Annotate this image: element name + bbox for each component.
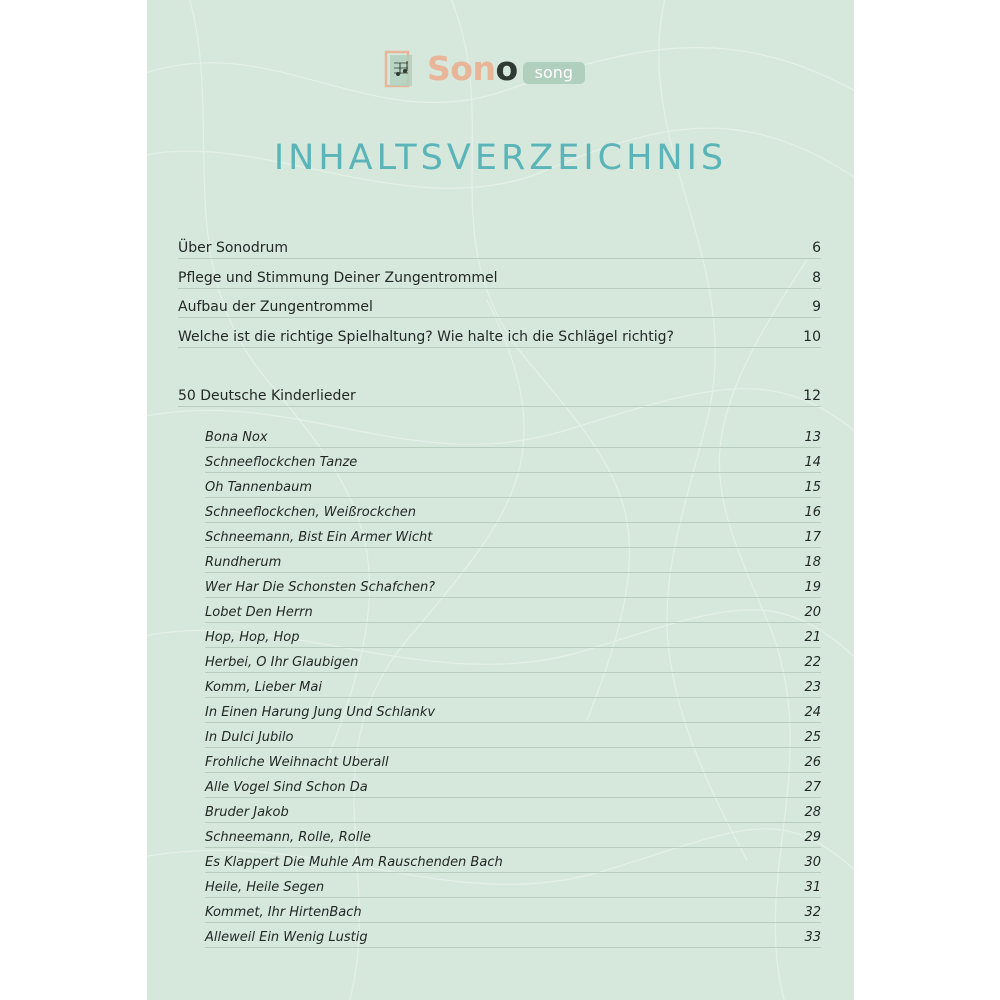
toc-entry-page: 9	[812, 299, 821, 315]
toc-song-page: 17	[804, 530, 821, 545]
toc-song-entry	[205, 504, 821, 523]
toc-song-page: 31	[804, 880, 821, 895]
toc-song-title: Bona Nox	[205, 430, 268, 445]
toc-song-title: Schneemann, Rolle, Rolle	[205, 830, 371, 845]
toc-song-page: 27	[804, 780, 821, 795]
toc-song-title: In Einen Harung Jung Und Schlankv	[205, 705, 436, 720]
toc-song-entry	[205, 879, 821, 898]
toc-song-entry	[205, 429, 821, 448]
toc-song-page: 22	[804, 655, 821, 670]
toc-entry-title: Welche ist die richtige Spielhaltung? Wie halte ich die Schlägel richtig?	[178, 329, 674, 345]
toc-song-title: Schneemann, Bist Ein Armer Wicht	[205, 530, 433, 545]
toc-song-entry	[205, 729, 821, 748]
toc-entry-title: Über Sonodrum	[178, 240, 288, 256]
toc-entry-title: Aufbau der Zungentrommel	[178, 299, 373, 315]
toc-song-entry	[205, 904, 821, 923]
toc-song-title: Frohliche Weihnacht Uberall	[205, 755, 389, 770]
toc-song-title: Rundherum	[205, 555, 282, 570]
logo-badge: song	[523, 62, 585, 84]
toc-section-entry	[178, 387, 821, 407]
toc-entry	[178, 269, 821, 289]
toc-song-entry	[205, 579, 821, 598]
toc-song-page: 14	[804, 455, 821, 470]
toc-song-page: 30	[804, 855, 821, 870]
toc-song-page: 16	[804, 505, 821, 520]
toc-song-entry	[205, 829, 821, 848]
toc-song-entry	[205, 779, 821, 798]
toc-song-title: Alle Vogel Sind Schon Da	[205, 780, 368, 795]
toc-entry-page: 6	[812, 240, 821, 256]
toc-song-page: 15	[804, 480, 821, 495]
toc-song-page: 24	[804, 705, 821, 720]
toc-song-title: Wer Har Die Schonsten Schafchen?	[205, 580, 436, 595]
toc-song-title: Alleweil Ein Wenig Lustig	[205, 930, 368, 945]
music-sheet-icon	[384, 49, 414, 89]
toc-song-entry	[205, 554, 821, 573]
toc-song-entry	[205, 929, 821, 948]
toc-entry-title: Pflege und Stimmung Deiner Zungentrommel	[178, 270, 498, 286]
toc-song-title: Lobet Den Herrn	[205, 605, 313, 620]
toc-song-entry	[205, 654, 821, 673]
toc-entry	[178, 298, 821, 318]
toc-song-page: 29	[804, 830, 821, 845]
toc-section-page: 12	[803, 388, 821, 404]
toc-song-entry	[205, 754, 821, 773]
toc-section-title: 50 Deutsche Kinderlieder	[178, 388, 356, 404]
toc-song-page: 33	[804, 930, 821, 945]
sono-song-logo	[384, 49, 585, 89]
toc-song-entry	[205, 604, 821, 623]
toc-song-title: Kommet, Ihr HirtenBach	[205, 905, 362, 920]
toc-song-title: Herbei, O Ihr Glaubigen	[205, 655, 359, 670]
logo-wordmark: Sono	[427, 49, 518, 88]
toc-song-entry	[205, 479, 821, 498]
toc-song-page: 26	[804, 755, 821, 770]
toc-song-page: 13	[804, 430, 821, 445]
toc-song-page: 28	[804, 805, 821, 820]
book-page	[147, 0, 854, 1000]
toc-song-title: Oh Tannenbaum	[205, 480, 312, 495]
toc-song-entry	[205, 704, 821, 723]
toc-song-page: 21	[804, 630, 821, 645]
toc-song-title: Schneeflockchen, Weißrockchen	[205, 505, 417, 520]
toc-song-title: In Dulci Jubilo	[205, 730, 294, 745]
page-title: INHALTSVERZEICHNIS	[273, 138, 728, 178]
toc-song-entry	[205, 679, 821, 698]
toc-song-entry	[205, 629, 821, 648]
toc-song-page: 23	[804, 680, 821, 695]
toc-song-title: Heile, Heile Segen	[205, 880, 325, 895]
toc-song-entry	[205, 454, 821, 473]
toc-song-title: Bruder Jakob	[205, 805, 289, 820]
toc-song-entry	[205, 804, 821, 823]
toc-song-page: 25	[804, 730, 821, 745]
toc-song-title: Hop, Hop, Hop	[205, 630, 300, 645]
toc-entry-page: 8	[812, 270, 821, 286]
toc-song-title: Komm, Lieber Mai	[205, 680, 322, 695]
toc-song-entry	[205, 529, 821, 548]
toc-song-title: Schneeflockchen Tanze	[205, 455, 358, 470]
toc-song-page: 20	[804, 605, 821, 620]
toc-song-page: 19	[804, 580, 821, 595]
toc-song-page: 18	[804, 555, 821, 570]
toc-entry	[178, 328, 821, 348]
toc-entry-page: 10	[803, 329, 821, 345]
toc-song-page: 32	[804, 905, 821, 920]
toc-entry	[178, 239, 821, 259]
toc-song-entry	[205, 854, 821, 873]
toc-song-title: Es Klappert Die Muhle Am Rauschenden Bach	[205, 855, 503, 870]
